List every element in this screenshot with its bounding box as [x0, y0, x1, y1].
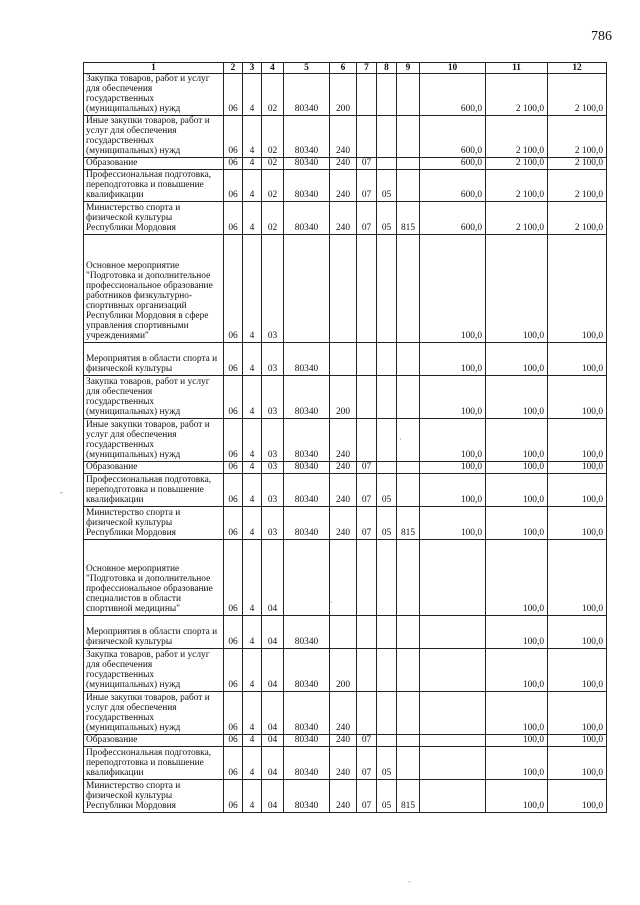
code-cell: 06 — [224, 507, 243, 540]
code-cell: 80340 — [284, 376, 330, 419]
code-cell — [357, 419, 377, 462]
table-row — [84, 747, 607, 780]
table-row — [84, 462, 607, 474]
code-cell: 06 — [224, 343, 243, 376]
code-cell: 07 — [357, 735, 377, 747]
amount-cell: 100,0 — [548, 376, 607, 419]
amount-cell: 2 100,0 — [486, 170, 548, 202]
code-cell: 07 — [357, 202, 377, 235]
amount-cell: 100,0 — [420, 462, 486, 474]
table-row — [84, 540, 607, 616]
amount-cell: 100,0 — [548, 747, 607, 780]
table-row — [84, 74, 607, 116]
amount-cell: 100,0 — [486, 419, 548, 462]
amount-cell: 100,0 — [420, 474, 486, 507]
code-cell: 06 — [224, 202, 243, 235]
code-cell — [377, 343, 397, 376]
row-name-cell: Министерство спорта и физической культуры Республики Мордовия — [84, 202, 224, 235]
header-cell: 5 — [284, 63, 330, 74]
code-cell: 4 — [243, 235, 262, 343]
code-cell: 03 — [262, 462, 284, 474]
code-cell — [357, 343, 377, 376]
code-cell: 06 — [224, 462, 243, 474]
code-cell — [377, 649, 397, 692]
code-cell: 80340 — [284, 158, 330, 170]
amount-cell: 600,0 — [420, 74, 486, 116]
code-cell — [397, 616, 420, 649]
code-cell — [357, 540, 377, 616]
budget-table — [83, 62, 607, 813]
row-name-cell: Иные закупки товаров, работ и услуг для обеспечения государственных (муниципальных) нужд — [84, 419, 224, 462]
amount-cell: 100,0 — [486, 474, 548, 507]
amount-cell: 100,0 — [486, 343, 548, 376]
code-cell — [377, 735, 397, 747]
code-cell: 80340 — [284, 74, 330, 116]
code-cell: 80340 — [284, 343, 330, 376]
amount-cell: 100,0 — [420, 419, 486, 462]
table-row — [84, 474, 607, 507]
amount-cell: 2 100,0 — [548, 170, 607, 202]
amount-cell: 100,0 — [486, 649, 548, 692]
header-cell: 7 — [357, 63, 377, 74]
row-name-cell: Мероприятия в области спорта и физической культуры — [84, 616, 224, 649]
code-cell — [357, 649, 377, 692]
code-cell: 07 — [357, 507, 377, 540]
code-cell — [357, 376, 377, 419]
code-cell: 4 — [243, 462, 262, 474]
table-row — [84, 343, 607, 376]
amount-cell: 2 100,0 — [548, 158, 607, 170]
amount-cell — [420, 616, 486, 649]
amount-cell: 100,0 — [486, 735, 548, 747]
page-number: 786 — [591, 29, 612, 44]
amount-cell: 100,0 — [420, 376, 486, 419]
row-name-cell: Основное мероприятие "Подготовка и дополнительное профессиональное образование специалистов в области спортивной медицины" — [84, 540, 224, 616]
code-cell: 80340 — [284, 649, 330, 692]
row-name-cell: Закупка товаров, работ и услуг для обеспечения государственных (муниципальных) нужд — [84, 376, 224, 419]
code-cell: 815 — [397, 202, 420, 235]
code-cell — [397, 540, 420, 616]
code-cell: 4 — [243, 343, 262, 376]
code-cell — [397, 462, 420, 474]
amount-cell: 100,0 — [548, 462, 607, 474]
code-cell: 240 — [330, 462, 357, 474]
row-name-cell: Профессиональная подготовка, переподготовка и повышение квалификации — [84, 474, 224, 507]
code-cell — [357, 74, 377, 116]
amount-cell: 100,0 — [420, 507, 486, 540]
header-cell: 12 — [548, 63, 607, 74]
code-cell: 04 — [262, 735, 284, 747]
code-cell: 200 — [330, 74, 357, 116]
amount-cell: 2 100,0 — [486, 202, 548, 235]
table-row — [84, 376, 607, 419]
code-cell — [397, 474, 420, 507]
table-header-row — [84, 63, 607, 74]
row-name-cell: Образование — [84, 735, 224, 747]
code-cell: 4 — [243, 780, 262, 813]
row-name-cell: Образование — [84, 158, 224, 170]
code-cell: 06 — [224, 540, 243, 616]
amount-cell: 100,0 — [420, 235, 486, 343]
code-cell: 80340 — [284, 419, 330, 462]
amount-cell: 100,0 — [548, 343, 607, 376]
amount-cell: 2 100,0 — [548, 74, 607, 116]
code-cell: 240 — [330, 507, 357, 540]
amount-cell: 100,0 — [548, 540, 607, 616]
header-cell: 9 — [397, 63, 420, 74]
code-cell: 03 — [262, 376, 284, 419]
code-cell: 80340 — [284, 474, 330, 507]
code-cell: 80340 — [284, 735, 330, 747]
code-cell: 05 — [377, 780, 397, 813]
code-cell — [377, 462, 397, 474]
code-cell: 4 — [243, 376, 262, 419]
code-cell: 06 — [224, 235, 243, 343]
code-cell: 06 — [224, 376, 243, 419]
code-cell — [377, 692, 397, 735]
code-cell — [397, 343, 420, 376]
code-cell: 200 — [330, 376, 357, 419]
row-name-cell: Иные закупки товаров, работ и услуг для обеспечения государственных (муниципальных) нужд — [84, 116, 224, 158]
table-row — [84, 235, 607, 343]
code-cell — [284, 540, 330, 616]
code-cell: 80340 — [284, 692, 330, 735]
code-cell: 80340 — [284, 780, 330, 813]
code-cell — [377, 158, 397, 170]
amount-cell: 100,0 — [486, 462, 548, 474]
code-cell: 80340 — [284, 616, 330, 649]
code-cell — [330, 616, 357, 649]
amount-cell — [420, 747, 486, 780]
code-cell: 240 — [330, 474, 357, 507]
code-cell — [330, 235, 357, 343]
code-cell: 4 — [243, 735, 262, 747]
code-cell: 04 — [262, 692, 284, 735]
table-row — [84, 116, 607, 158]
code-cell: 815 — [397, 780, 420, 813]
code-cell: 4 — [243, 158, 262, 170]
table-row — [84, 780, 607, 813]
amount-cell: 100,0 — [548, 507, 607, 540]
amount-cell: 2 100,0 — [486, 158, 548, 170]
scan-mark: - — [60, 488, 63, 497]
code-cell: 240 — [330, 692, 357, 735]
code-cell — [397, 649, 420, 692]
code-cell: 4 — [243, 116, 262, 158]
amount-cell — [420, 692, 486, 735]
code-cell: 06 — [224, 474, 243, 507]
code-cell — [397, 158, 420, 170]
code-cell — [377, 616, 397, 649]
code-cell: 05 — [377, 202, 397, 235]
amount-cell: 100,0 — [548, 235, 607, 343]
code-cell — [284, 235, 330, 343]
row-name-cell: Закупка товаров, работ и услуг для обеспечения государственных (муниципальных) нужд — [84, 649, 224, 692]
code-cell — [397, 735, 420, 747]
amount-cell: 100,0 — [486, 507, 548, 540]
amount-cell: 100,0 — [548, 692, 607, 735]
amount-cell: 100,0 — [486, 692, 548, 735]
code-cell: 03 — [262, 474, 284, 507]
code-cell: 07 — [357, 158, 377, 170]
header-cell: 8 — [377, 63, 397, 74]
table-row — [84, 170, 607, 202]
table-row — [84, 735, 607, 747]
amount-cell: 2 100,0 — [486, 74, 548, 116]
code-cell: 4 — [243, 474, 262, 507]
code-cell: 815 — [397, 507, 420, 540]
code-cell: 80340 — [284, 170, 330, 202]
amount-cell: 100,0 — [420, 343, 486, 376]
row-name-cell: Образование — [84, 462, 224, 474]
amount-cell: 100,0 — [548, 649, 607, 692]
amount-cell: 100,0 — [486, 747, 548, 780]
code-cell: 4 — [243, 649, 262, 692]
row-name-cell: Министерство спорта и физической культуры Республики Мордовия — [84, 507, 224, 540]
code-cell: 06 — [224, 419, 243, 462]
code-cell: 05 — [377, 474, 397, 507]
code-cell: 06 — [224, 747, 243, 780]
amount-cell — [420, 649, 486, 692]
code-cell: 240 — [330, 735, 357, 747]
header-cell: 1 — [84, 63, 224, 74]
code-cell — [377, 419, 397, 462]
code-cell: 06 — [224, 735, 243, 747]
code-cell — [330, 540, 357, 616]
code-cell: 02 — [262, 170, 284, 202]
code-cell: 04 — [262, 616, 284, 649]
code-cell: 4 — [243, 692, 262, 735]
amount-cell: 600,0 — [420, 116, 486, 158]
header-cell: 6 — [330, 63, 357, 74]
code-cell — [377, 235, 397, 343]
code-cell: 4 — [243, 747, 262, 780]
row-name-cell: Закупка товаров, работ и услуг для обеспечения государственных (муниципальных) нужд — [84, 74, 224, 116]
row-name-cell: Профессиональная подготовка, переподготовка и повышение квалификации — [84, 747, 224, 780]
row-name-cell: Основное мероприятие "Подготовка и дополнительное профессиональное образование работников физкультурно-спортивных организаций Республики Мордовия в сфере управления спортивными учреждениями" — [84, 235, 224, 343]
code-cell: 240 — [330, 170, 357, 202]
code-cell: 80340 — [284, 116, 330, 158]
code-cell: 4 — [243, 202, 262, 235]
code-cell — [377, 540, 397, 616]
code-cell — [397, 376, 420, 419]
row-name-cell: Иные закупки товаров, работ и услуг для обеспечения государственных (муниципальных) нужд — [84, 692, 224, 735]
amount-cell: 100,0 — [486, 376, 548, 419]
code-cell: 02 — [262, 116, 284, 158]
code-cell — [397, 74, 420, 116]
code-cell: 80340 — [284, 507, 330, 540]
code-cell: 240 — [330, 202, 357, 235]
scan-mark: · — [399, 435, 402, 444]
amount-cell: 100,0 — [548, 735, 607, 747]
code-cell: 03 — [262, 507, 284, 540]
code-cell: 4 — [243, 540, 262, 616]
code-cell: 4 — [243, 507, 262, 540]
code-cell: 03 — [262, 343, 284, 376]
code-cell — [330, 343, 357, 376]
code-cell: 07 — [357, 474, 377, 507]
amount-cell: 100,0 — [486, 235, 548, 343]
scan-mark: · — [330, 598, 333, 607]
code-cell: 80340 — [284, 202, 330, 235]
code-cell: 80340 — [284, 462, 330, 474]
amount-cell: 100,0 — [486, 780, 548, 813]
code-cell: 06 — [224, 780, 243, 813]
code-cell — [397, 235, 420, 343]
code-cell: 02 — [262, 202, 284, 235]
amount-cell: 600,0 — [420, 158, 486, 170]
header-cell: 11 — [486, 63, 548, 74]
table-row — [84, 158, 607, 170]
table-row — [84, 649, 607, 692]
amount-cell: 2 100,0 — [486, 116, 548, 158]
amount-cell: 2 100,0 — [548, 202, 607, 235]
code-cell — [357, 692, 377, 735]
code-cell — [397, 116, 420, 158]
code-cell — [377, 376, 397, 419]
code-cell: 07 — [357, 170, 377, 202]
code-cell: 04 — [262, 649, 284, 692]
code-cell — [357, 235, 377, 343]
table-row — [84, 202, 607, 235]
code-cell: 02 — [262, 74, 284, 116]
header-cell: 3 — [243, 63, 262, 74]
code-cell: 06 — [224, 158, 243, 170]
table-row — [84, 419, 607, 462]
row-name-cell: Министерство спорта и физической культуры Республики Мордовия — [84, 780, 224, 813]
code-cell — [397, 747, 420, 780]
code-cell: 06 — [224, 170, 243, 202]
code-cell: 07 — [357, 780, 377, 813]
code-cell: 240 — [330, 747, 357, 780]
code-cell: 03 — [262, 419, 284, 462]
code-cell: 04 — [262, 747, 284, 780]
code-cell: 05 — [377, 507, 397, 540]
amount-cell: 2 100,0 — [548, 116, 607, 158]
amount-cell: 100,0 — [548, 780, 607, 813]
code-cell: 03 — [262, 235, 284, 343]
code-cell: 4 — [243, 170, 262, 202]
code-cell: 04 — [262, 540, 284, 616]
header-cell: 10 — [420, 63, 486, 74]
amount-cell: 600,0 — [420, 202, 486, 235]
code-cell — [357, 616, 377, 649]
code-cell: 05 — [377, 747, 397, 780]
code-cell: 04 — [262, 780, 284, 813]
code-cell: 240 — [330, 419, 357, 462]
code-cell: 02 — [262, 158, 284, 170]
code-cell: 06 — [224, 116, 243, 158]
code-cell: 05 — [377, 170, 397, 202]
code-cell — [397, 170, 420, 202]
code-cell: 4 — [243, 419, 262, 462]
amount-cell — [420, 540, 486, 616]
row-name-cell: Мероприятия в области спорта и физической культуры — [84, 343, 224, 376]
code-cell: 80340 — [284, 747, 330, 780]
amount-cell: 100,0 — [548, 419, 607, 462]
code-cell: 4 — [243, 74, 262, 116]
code-cell: 06 — [224, 649, 243, 692]
code-cell: 4 — [243, 616, 262, 649]
table-row — [84, 507, 607, 540]
code-cell — [397, 692, 420, 735]
amount-cell: 100,0 — [486, 616, 548, 649]
code-cell: 06 — [224, 616, 243, 649]
amount-cell: 600,0 — [420, 170, 486, 202]
code-cell: 07 — [357, 462, 377, 474]
code-cell — [357, 116, 377, 158]
header-cell: 4 — [262, 63, 284, 74]
amount-cell — [420, 735, 486, 747]
code-cell: 07 — [357, 747, 377, 780]
header-cell: 2 — [224, 63, 243, 74]
table-row — [84, 692, 607, 735]
code-cell — [377, 74, 397, 116]
table-row — [84, 616, 607, 649]
code-cell: 240 — [330, 158, 357, 170]
row-name-cell: Профессиональная подготовка, переподготовка и повышение квалификации — [84, 170, 224, 202]
code-cell: 06 — [224, 74, 243, 116]
code-cell: 240 — [330, 116, 357, 158]
amount-cell: 100,0 — [548, 474, 607, 507]
amount-cell — [420, 780, 486, 813]
amount-cell: 100,0 — [486, 540, 548, 616]
table-body — [84, 74, 607, 813]
scan-mark: ` — [408, 880, 411, 889]
amount-cell: 100,0 — [548, 616, 607, 649]
code-cell: 240 — [330, 780, 357, 813]
code-cell: 200 — [330, 649, 357, 692]
code-cell: 06 — [224, 692, 243, 735]
code-cell — [377, 116, 397, 158]
